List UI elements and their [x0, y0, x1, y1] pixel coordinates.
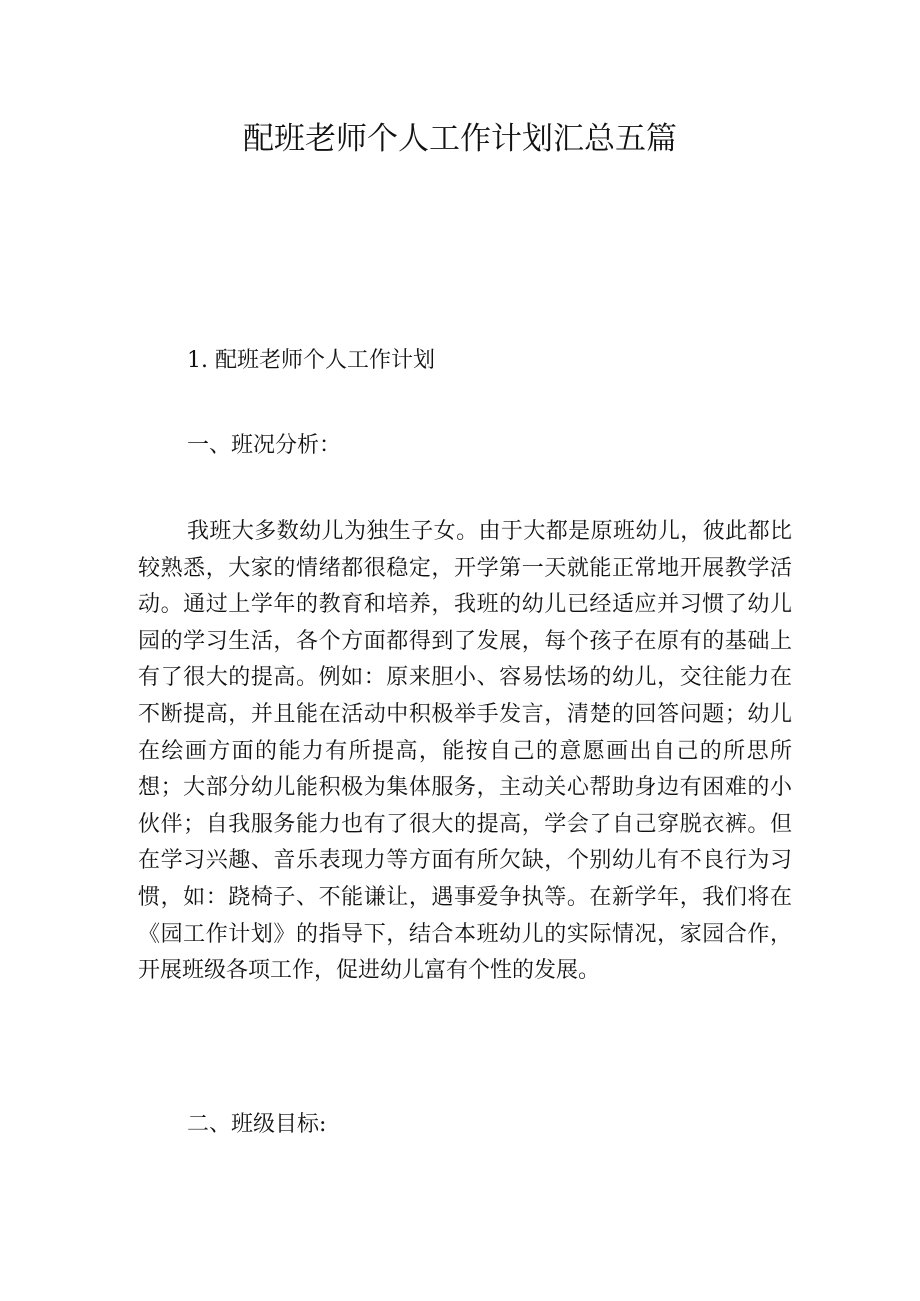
- section-heading-class-goals: 二、班级目标:: [187, 1112, 327, 1137]
- document-title: 配班老师个人工作计划汇总五篇: [243, 121, 677, 157]
- section-heading-class-analysis: 一、班况分析：: [187, 433, 342, 458]
- section-paragraph-class-analysis: 我班大多数幼儿为独生子女。由于大都是原班幼儿，彼此都比较熟悉，大家的情绪都很稳定，开学第一天就能正常地开展教学活动。通过上学年的教育和培养，我班的幼儿已经适应并习惯了幼儿园的学习生活，各个方面都得到了发展，每个孩子在原有的基础上有了很大的提高。例如：原来胆小、容易怯场的幼儿，交往能力在不断提高，并且能在活动中积极举手发言，清楚的回答问题；幼儿在绘画方面的能力有所提高，能按自己的意愿画出自己的所思所想；大部分幼儿能积极为集体服务，主动关心帮助身边有困难的小伙伴；自我服务能力也有了很大的提高，学会了自己穿脱衣裤。但在学习兴趣、音乐表现力等方面有所欠缺，个别幼儿有不良行为习惯，如：跷椅子、不能谦让，遇事爱争执等。在新学年，我们将在《园工作计划》的指导下，结合本班幼儿的实际情况，家园合作，开展班级各项工作，促进幼儿富有个性的发展。: [138, 519, 792, 984]
- plan-subheading: 1. 配班老师个人工作计划: [187, 348, 435, 373]
